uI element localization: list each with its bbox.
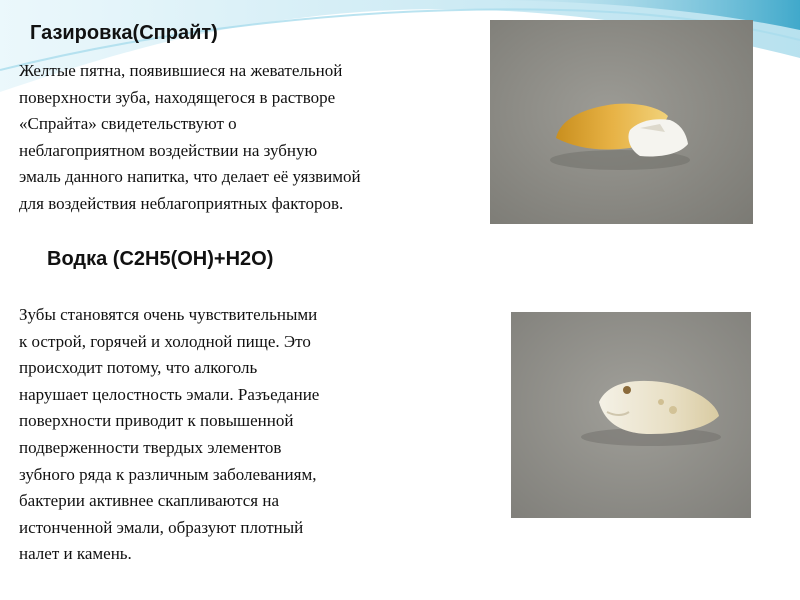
tooth-photo-soda	[490, 20, 753, 224]
section-title-soda: Газировка(Спрайт)	[30, 22, 218, 44]
section-text-soda: Желтые пятна, появившиеся на жевательной поверхности зуба, находящегося в растворе «Спрайта» свидетельствуют о неблагоприятном воздействии на зубную эмаль данного напитка, что делает её уязвимой для воздействия неблагоприятных факторов.	[19, 61, 361, 213]
tooth-photo-vodka	[511, 312, 751, 518]
section-title-vodka: Водка (С2Н5(ОН)+Н2О)	[47, 248, 274, 270]
section-text-vodka: Зубы становятся очень чувствительными к острой, горячей и холодной пище. Это происходит потому, что алкоголь нарушает целостность эмали. Разъедание поверхности приводит к повышенной подверженности твердых элементов зубного ряда к различным заболеваниям, бактерии активнее скапливаются на истонченной эмали, образуют плотный налет и камень.	[19, 305, 320, 564]
